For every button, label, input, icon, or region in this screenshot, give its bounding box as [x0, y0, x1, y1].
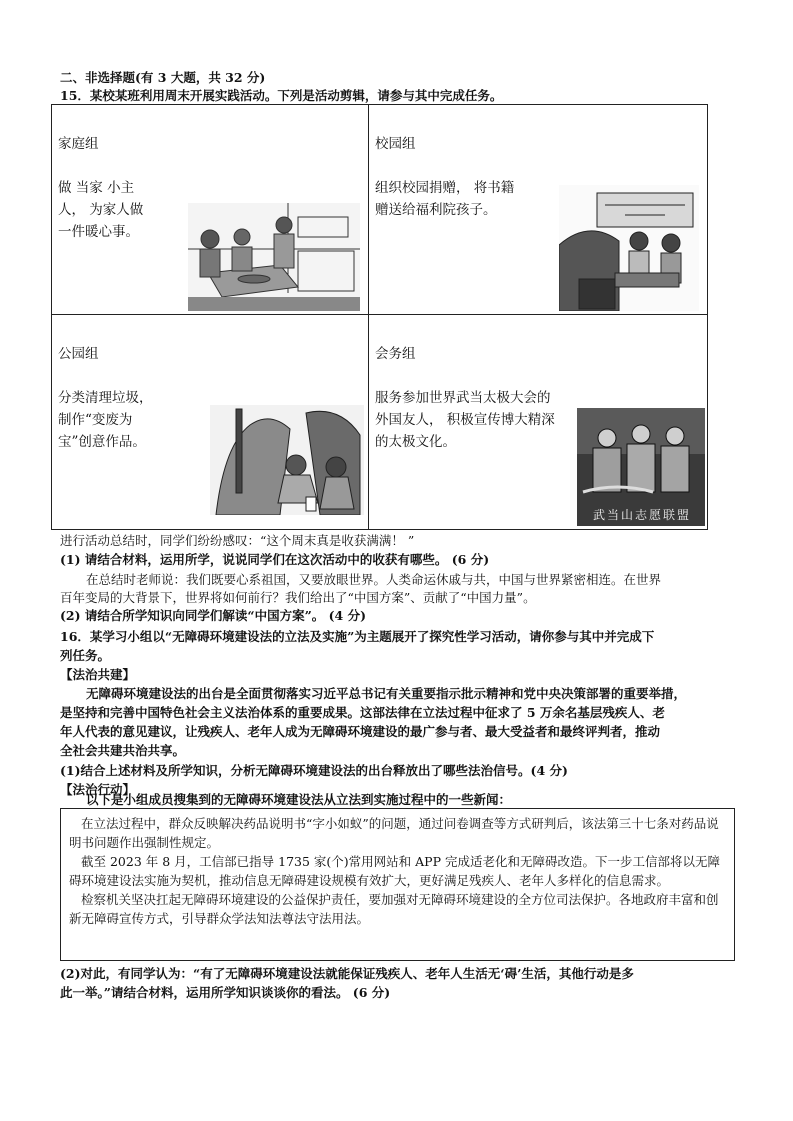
heading-rule-of-law-building: 【法治共建】	[60, 667, 136, 682]
section-title: 二、非选择题(有 3 大题，共 32 分)	[60, 70, 266, 85]
group-text: 分类清理垃圾， 制作“变废为 宝”创意作品。	[58, 390, 153, 450]
photo-sign-text: 武当山志愿联盟	[592, 508, 691, 522]
q16-sub2-line-2: 此一举。”请结合材料，运用所学知识谈谈你的看法。 (6 分)	[60, 985, 391, 1000]
news-item: 检察机关坚决扛起无障碍环境建设的公益保护责任，要加强对无障碍环境建设的全方位司法保护。各地政府丰富和创新无障碍宣传方式，引导群众学法知法尊法守法用法。	[69, 892, 719, 926]
family-dinner-illustration	[188, 203, 360, 311]
q15-summary: 进行活动总结时，同学们纷纷感叹：“这个周末真是收获满满！ ”	[60, 533, 415, 548]
q15-teacher-line-1: 在总结时老师说：我们既要心系祖国，又要放眼世界。人类命运休戚与共，中国与世界紧密相连。在世界	[86, 572, 662, 587]
heading-rule-of-law-action: 【法治行动】	[60, 782, 136, 797]
q16-para-line-2: 是坚持和完善中国特色社会主义法治体系的重要成果。这部法律在立法过程中征求了 5 万余名基层残疾人、老	[60, 705, 665, 720]
park-cleanup-illustration	[210, 405, 364, 515]
group-text: 组织校园捐赠， 将书籍 赠送给福利院孩子。	[375, 180, 515, 218]
q16-para-line-4: 全社会共建共治共享。	[60, 743, 186, 758]
q16-para-line-1: 无障碍环境建设法的出台是全面贯彻落实习近平总书记有关重要指示批示精神和党中央决策部署的重要举措，	[86, 686, 687, 701]
news-item: 截至 2023 年 8 月，工信部已指导 1735 家(个)常用网站和 APP 完成适老化和无障碍改造。下一步工信部将以无障碍环境建设法实施为契机，推动信息无障碍建设规模有效扩大，更好满足残疾人、老年人多样化的信息需求。	[69, 854, 720, 888]
q15-sub2: (2) 请结合所学知识向同学们解读“中国方案”。 (4 分)	[60, 608, 366, 623]
q16-stem-line-2: 列任务。	[60, 648, 111, 663]
q15-stem: 15．某校某班利用周末开展实践活动。下列是活动剪辑，请参与其中完成任务。	[60, 88, 503, 103]
activity-table	[51, 104, 708, 530]
cell-park-group	[52, 315, 368, 529]
q16-news-intro: 以下是小组成员搜集到的无障碍环境建设法从立法到实施过程中的一些新闻：	[86, 792, 512, 807]
group-name: 公园组	[58, 346, 99, 362]
q16-sub1: (1)结合上述材料及所学知识，分析无障碍环境建设法的出台释放出了哪些法治信号。(4 分)	[60, 763, 568, 778]
cell-family-group	[52, 105, 368, 314]
book-donation-illustration	[559, 185, 699, 311]
cell-campus-group	[369, 105, 709, 314]
news-box	[60, 808, 735, 961]
q16-stem-line-1: 16．某学习小组以“无障碍环境建设法的立法及实施”为主题展开了探究性学习活动，请你参与其中并完成下	[60, 629, 655, 644]
group-name: 校园组	[375, 136, 416, 152]
group-name: 家庭组	[58, 136, 99, 152]
cell-meeting-group	[369, 315, 709, 529]
q16-sub2-line-1: (2)对此，有同学认为：“有了无障碍环境建设法就能保证残疾人、老年人生活无‘碍’生活，其他行动是多	[60, 966, 634, 981]
q16-para-line-3: 年人代表的意见建议，让残疾人、老年人成为无障碍环境建设的最广参与者、最大受益者和最终评判者，推动	[60, 724, 661, 739]
q15-teacher-line-2: 百年变局的大背景下，世界将如何前行？我们给出了“中国方案”、贡献了“中国力量”。	[60, 590, 536, 605]
group-name: 会务组	[375, 346, 416, 362]
group-text: 服务参加世界武当太极大会的 外国友人， 积极宣传博大精深 的太极文化。	[375, 390, 555, 450]
q15-sub1: (1) 请结合材料，运用所学，说说同学们在这次活动中的收获有哪些。 (6 分)	[60, 552, 490, 567]
group-text: 做 当家 小主 人， 为家人做 一件暖心事。	[58, 180, 144, 240]
news-item: 在立法过程中，群众反映解决药品说明书“字小如蚁”的问题，通过问卷调查等方式研判后，该法第三十七条对药品说明书问题作出强制性规定。	[69, 816, 719, 850]
